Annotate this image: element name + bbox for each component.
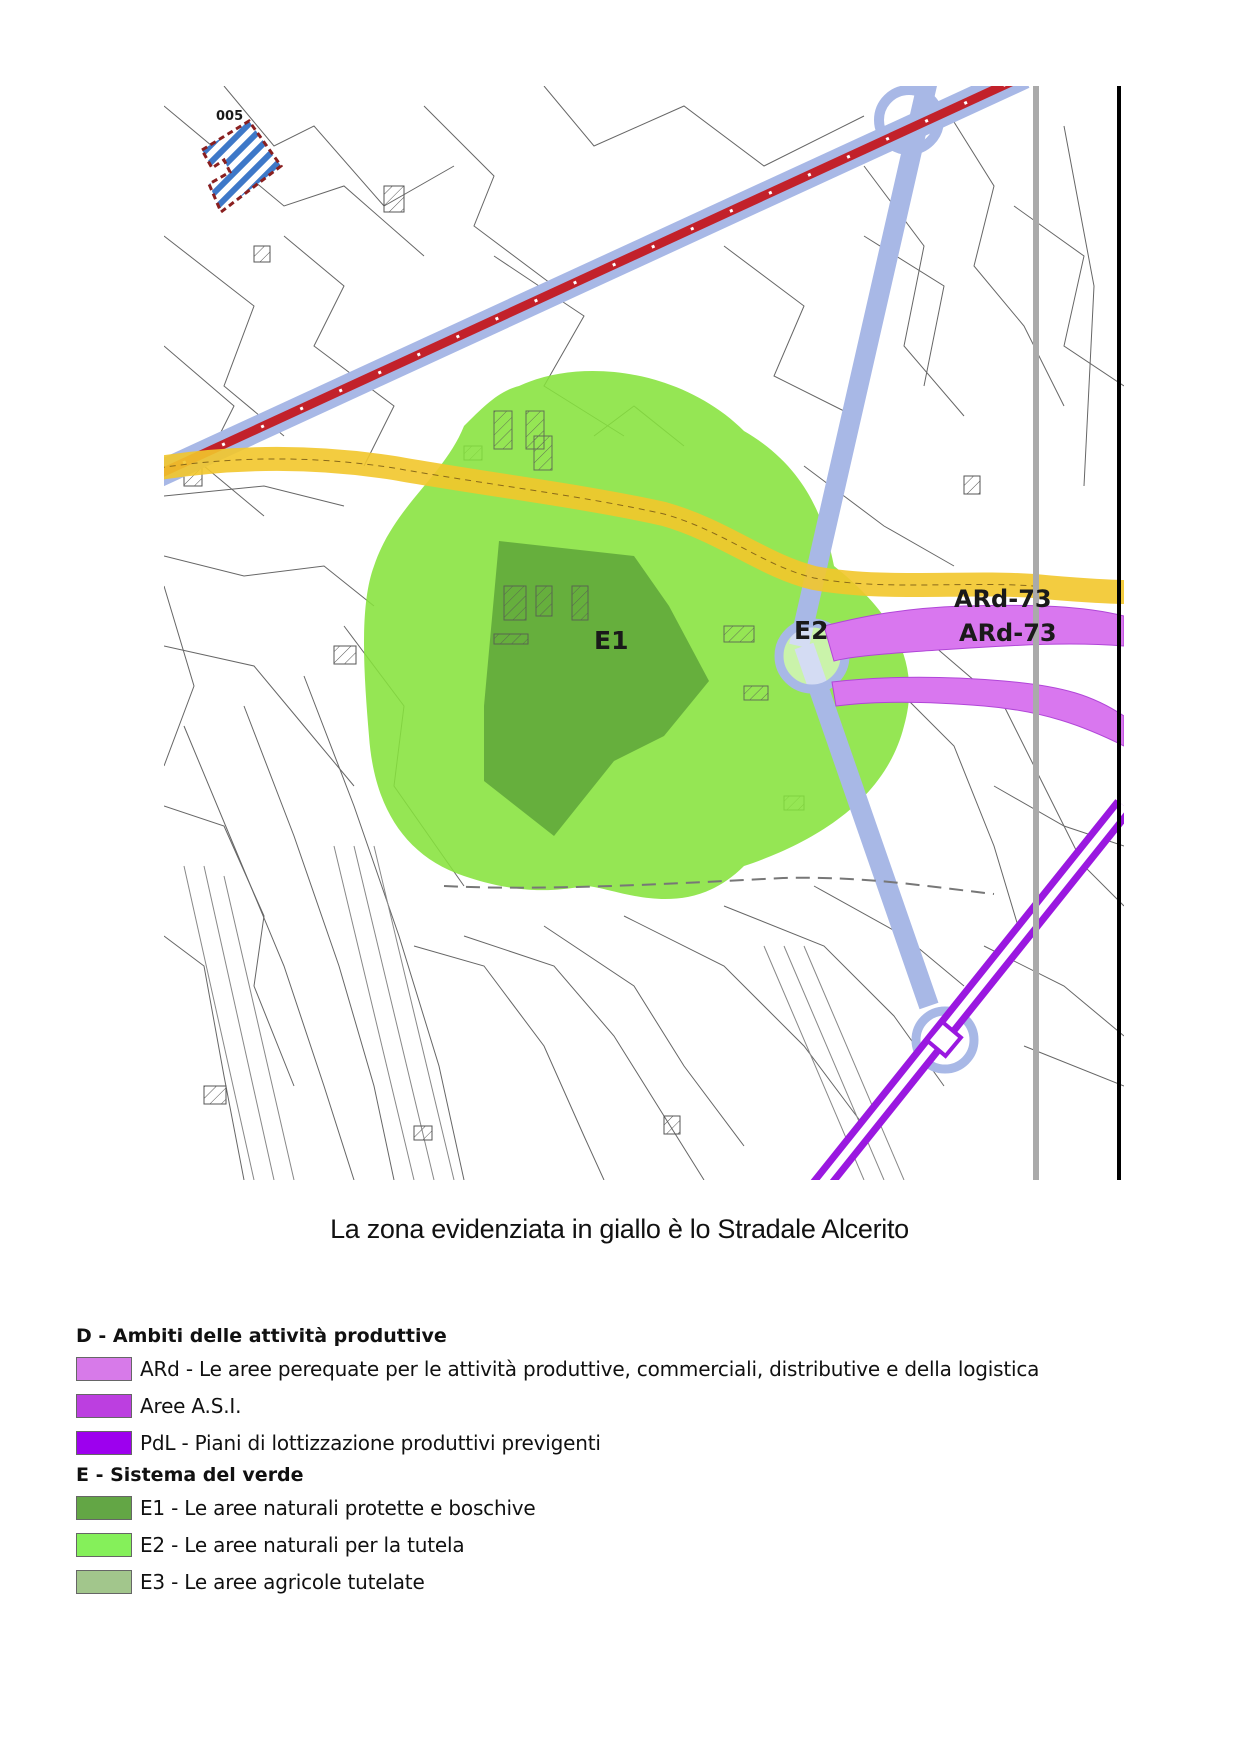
legend-item-e3 (76, 1563, 1176, 1600)
legend-item-e1 (76, 1489, 1176, 1526)
legend-label-asi: Aree A.S.I. (140, 1393, 242, 1418)
legend-heading-e: E - Sistema del verde (76, 1464, 304, 1486)
legend-label-e1: E1 - Le aree naturali protette e boschive (140, 1495, 536, 1520)
map-legend (76, 1322, 1176, 1600)
ard-73-label-lower: ARd-73 (959, 619, 1057, 647)
zoning-map (164, 86, 1124, 1180)
map-caption: La zona evidenziata in giallo è lo Stradale Alcerito (330, 1214, 909, 1244)
legend-label-e2: E2 - Le aree naturali per la tutela (140, 1532, 465, 1557)
legend-label-e3: E3 - Le aree agricole tutelate (140, 1569, 425, 1594)
legend-swatch-e1 (76, 1496, 132, 1520)
zone-e2-label: E2 (794, 616, 829, 645)
legend-heading-d: D - Ambiti delle attività produttive (76, 1325, 447, 1347)
legend-item-pdl (76, 1424, 1176, 1461)
legend-swatch-asi (76, 1394, 132, 1418)
legend-swatch-e2 (76, 1533, 132, 1557)
legend-label-pdl: PdL - Piani di lottizzazione produttivi previgenti (140, 1430, 601, 1455)
legend-label-ard: ARd - Le aree perequate per le attività produttive, commerciali, distributive e della logistica (140, 1356, 1040, 1381)
legend-item-e2 (76, 1526, 1176, 1563)
legend-item-ard (76, 1350, 1176, 1387)
legend-swatch-pdl (76, 1431, 132, 1455)
zone-e1-label: E1 (594, 626, 629, 655)
legend-swatch-e3 (76, 1570, 132, 1594)
field-strips (184, 846, 904, 1180)
legend-swatch-ard (76, 1357, 132, 1381)
plot-005-area (202, 121, 281, 212)
legend-item-asi (76, 1387, 1176, 1424)
pdl-corridor (804, 806, 1124, 1180)
ard-73-label-upper: ARd-73 (954, 585, 1052, 613)
plot-005-label: 005 (216, 109, 244, 124)
map-canvas (164, 86, 1124, 1180)
